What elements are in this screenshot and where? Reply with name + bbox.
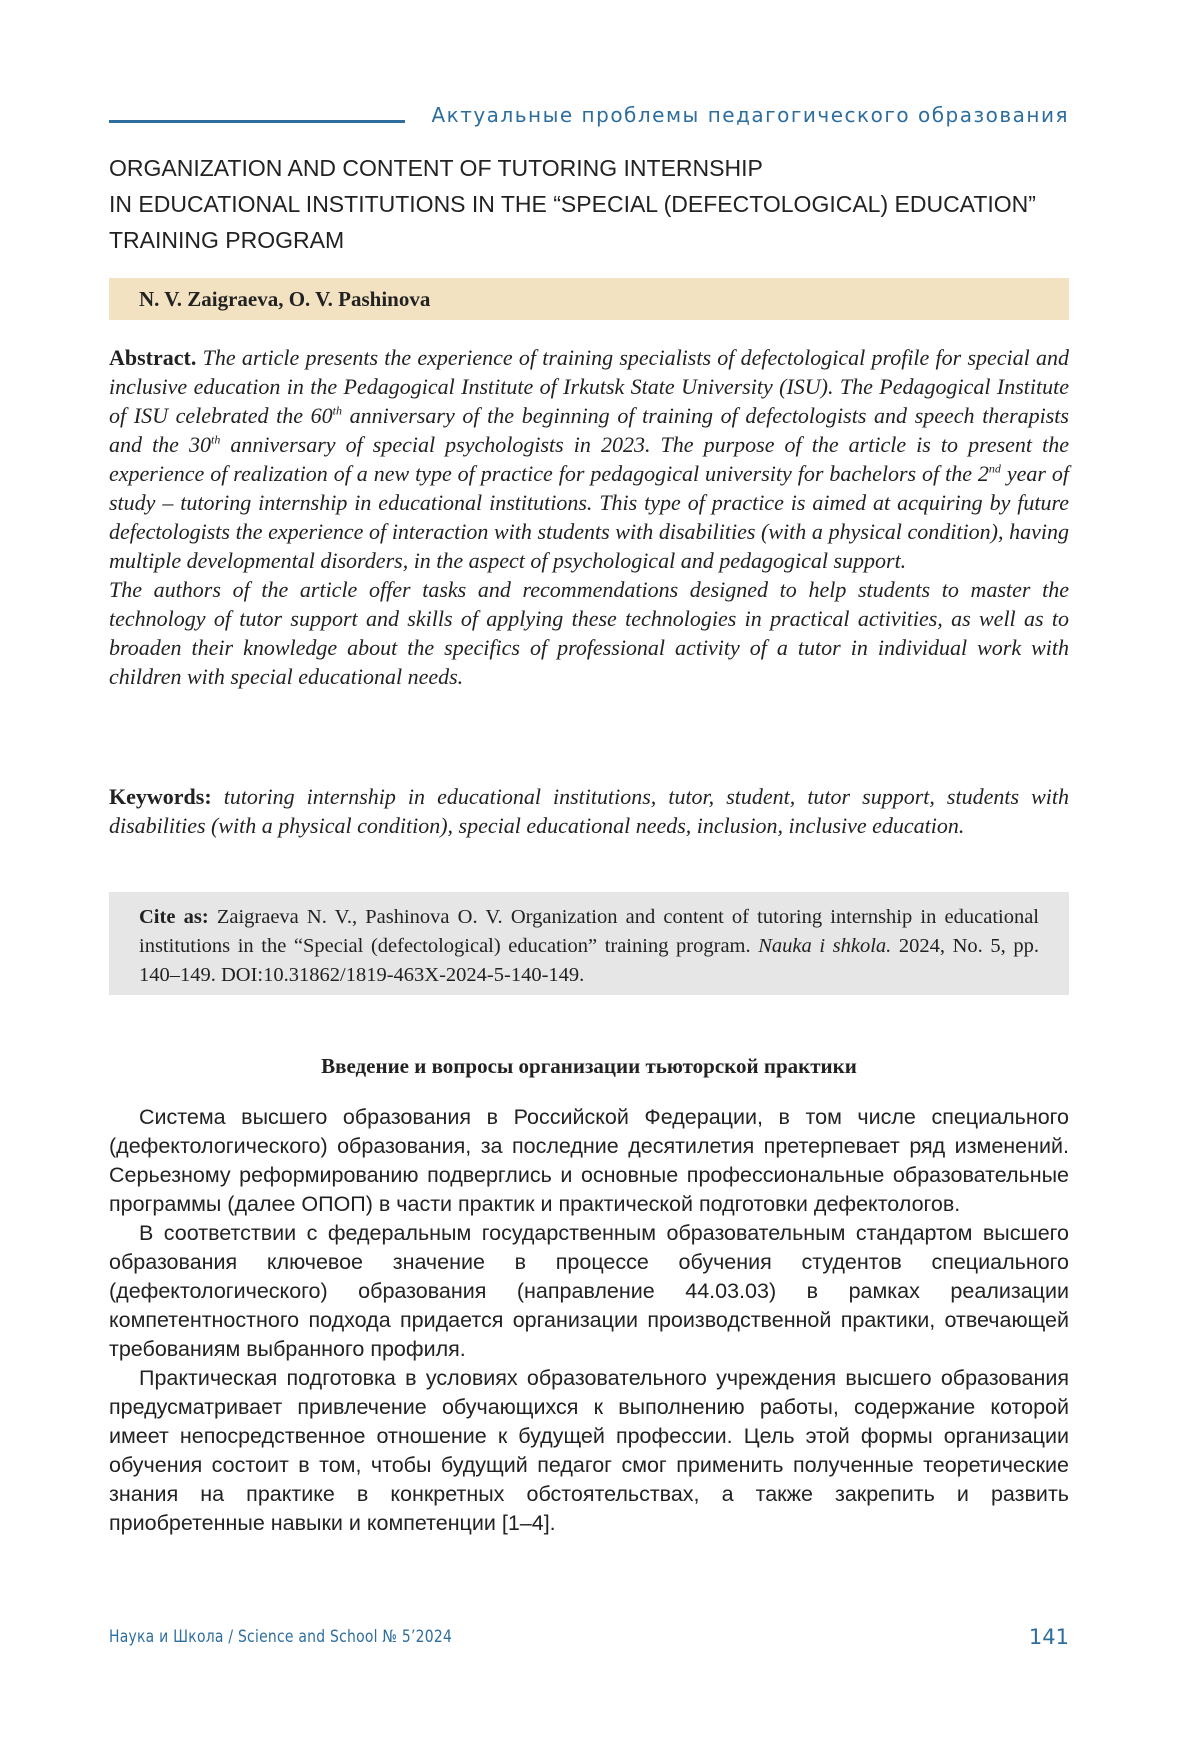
- body-paragraph: Практическая подготовка в условиях образовательного учреждения высшего образования предусматривает привлечение обучающихся к выполнению работы, содержание которой имеет непосредственное отношение к будущей профессии. Цель этой формы организации обучения состоит в том, чтобы будущий педагог смог применить полученные теоретические знания на практике в конкретных обстоятельствах, а также закрепить и развить приобретенные навыки и компетенции [1–4].: [109, 1366, 1069, 1535]
- keywords-label: Keywords:: [109, 784, 212, 809]
- abstract-text: anniversary of special psychologists in 2023. The purpose of the article is to present the experience of realization of a new type of practice for pedagogical university for bachelors of the 2: [109, 432, 1069, 486]
- abstract: [109, 343, 1069, 691]
- authors-bar: N. V. Zaigraeva, O. V. Pashinova: [109, 278, 1069, 320]
- keywords-text: tutoring internship in educational institutions, tutor, student, tutor support, students with disabilities (with a physical condition), special educational needs, inclusion, inclusive education.: [109, 784, 1069, 838]
- body-paragraph: Система высшего образования в Российской Федерации, в том числе специального (дефектологического) образования, за последние десятилетия претерпевает ряд изменений. Серьезному реформированию подверглись и основные профессиональные образовательные программы (далее ОПОП) в части практик и практической подготовки дефектологов.: [109, 1105, 1069, 1216]
- abstract-label: Abstract.: [109, 345, 197, 370]
- abstract-text: year of study – tutoring internship in educational institutions. This type of practice is aimed at acquiring by future defectologists the experience of interaction with students with disabilities (with a physical condition), having multiple developmental disorders, in the aspect of psychological and pedagogical support.: [109, 461, 1070, 573]
- abstract-text: The article presents the experience of training specialists of defectological profile for special and inclusive education in the Pedagogical Institute of Irkutsk State University (ISU). The Pedagogical Institute of ISU celebrated the 60: [109, 345, 1070, 428]
- abstract-paragraph: The authors of the article offer tasks and recommendations designed to help students to master the technology of tutor support and skills of applying these technologies in practical activities, as well as to broaden their knowledge about the specifics of professional activity of a tutor in individual work with children with special educational needs.: [109, 577, 1069, 689]
- cite-text: Zaigraeva N. V., Pashinova O. V. Organization and content of tutoring internship in educational institutions in the “Special (defectological) education” training program.: [139, 906, 1039, 957]
- running-head-text: Актуальные проблемы педагогического образования: [431, 103, 1069, 127]
- title-line: TRAINING PROGRAM: [109, 227, 345, 253]
- article-title: [109, 150, 1069, 258]
- superscript: th: [211, 432, 221, 447]
- cite-journal: Nauka i shkola.: [758, 935, 892, 957]
- running-head-rule: [109, 120, 405, 123]
- keywords: [109, 782, 1069, 840]
- page-footer: [109, 1627, 1069, 1653]
- abstract-paragraph: [109, 343, 1069, 575]
- superscript: nd: [988, 461, 1001, 476]
- superscript: th: [332, 403, 342, 418]
- cite-text: 2024, No. 5, pp. 140–149. DOI:10.31862/1819-463X-2024-5-140-149.: [139, 935, 1040, 986]
- cite-box: [109, 892, 1069, 995]
- running-head: [109, 103, 1069, 131]
- section-heading: Введение и вопросы организации тьюторской практики: [321, 1054, 857, 1078]
- body-text: [109, 1103, 1069, 1538]
- title-line: ORGANIZATION AND CONTENT OF TUTORING INTERNSHIP: [109, 155, 763, 181]
- body-paragraph: В соответствии с федеральным государственным образовательным стандартом высшего образования ключевое значение в процессе обучения студентов специального (дефектологического) образования (направление 44.03.03) в рамках реализации компетентностного подхода придается организации производственной практики, отвечающей требованиям выбранного профиля.: [109, 1221, 1069, 1361]
- page-number: 141: [1028, 1625, 1069, 1649]
- abstract-text: anniversary of the beginning of training of defectologists and speech therapists and the 30: [109, 403, 1069, 457]
- footer-journal: Наука и Школа / Science and School № 5’2024: [109, 1627, 453, 1647]
- cite-label: Cite as:: [139, 906, 209, 928]
- title-line: IN EDUCATIONAL INSTITUTIONS IN THE “SPECIAL (DEFECTOLOGICAL) EDUCATION”: [109, 191, 1036, 217]
